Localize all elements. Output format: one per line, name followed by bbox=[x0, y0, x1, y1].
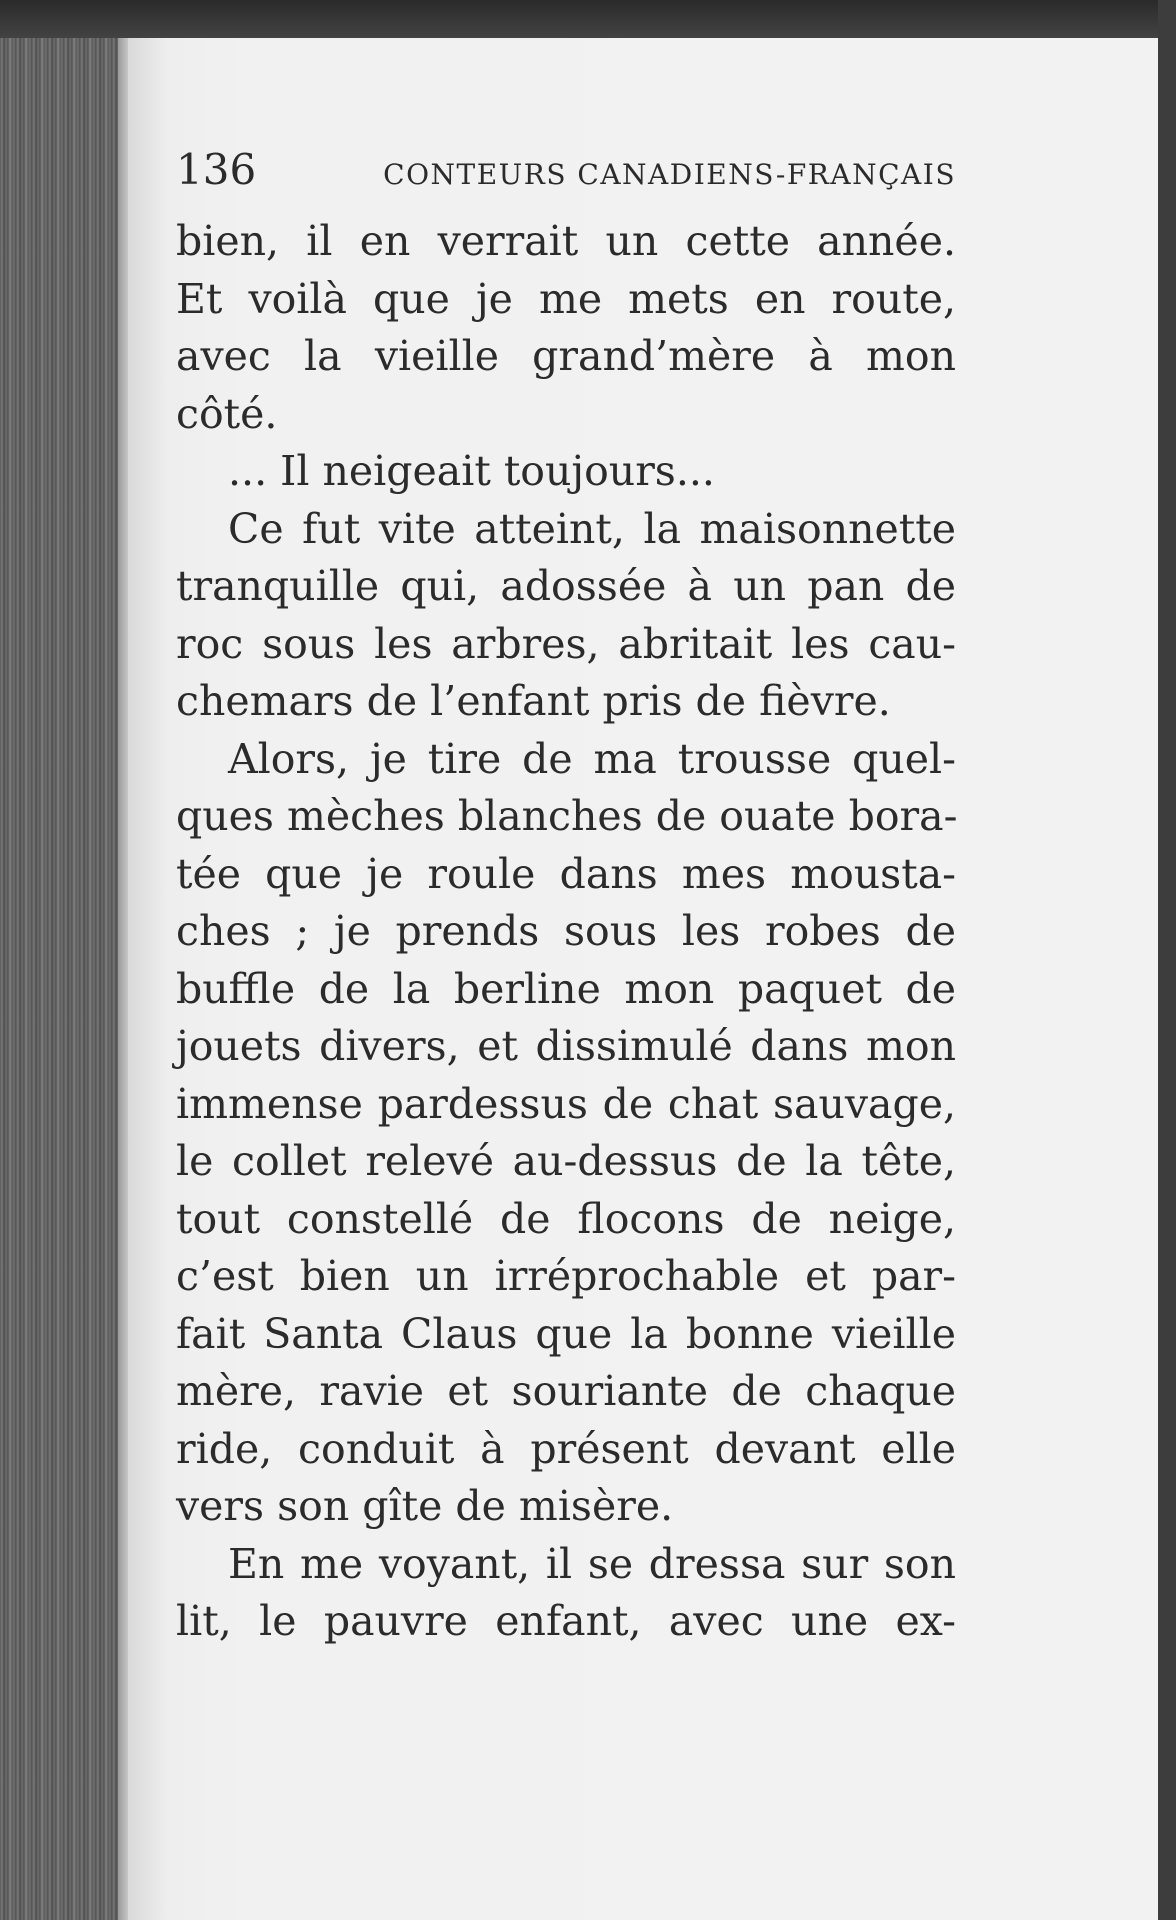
running-title: CONTEURS CANADIENS-FRANÇAIS bbox=[383, 158, 956, 191]
text-line: Ce fut vite atteint, la maisonnette bbox=[228, 504, 956, 553]
page-block-edge bbox=[0, 38, 130, 1920]
right-shadow bbox=[1158, 0, 1176, 1920]
text-line: En me voyant, il se dressa sur son bbox=[228, 1539, 956, 1588]
text-line: tout constellé de flocons de neige, bbox=[176, 1194, 956, 1243]
text-line: immense pardessus de chat sauvage, bbox=[176, 1079, 956, 1128]
page-text bbox=[176, 140, 956, 1651]
text-line: ques mèches blanches de ouate bora- bbox=[176, 792, 958, 840]
text-line: c’est bien un irréprochable et par- bbox=[176, 1252, 956, 1300]
text-line: tée que je roule dans mes mousta- bbox=[176, 849, 956, 898]
text-line: chemars de l’enfant pris de fièvre. bbox=[176, 677, 891, 725]
body-text bbox=[176, 213, 956, 1651]
text-line: jouets divers, et dissimulé dans mon bbox=[176, 1022, 956, 1070]
text-line: ride, conduit à présent devant elle bbox=[176, 1424, 956, 1473]
text-line: ... Il neigeait toujours... bbox=[228, 447, 715, 495]
text-line: côté. bbox=[176, 389, 278, 438]
text-line: Et voilà que je me mets en route, bbox=[176, 274, 956, 323]
top-shadow bbox=[0, 0, 1176, 40]
text-line: lit, le pauvre enfant, avec une ex- bbox=[176, 1597, 956, 1645]
text-line: avec la vieille grand’mère à mon bbox=[176, 332, 956, 380]
text-line: ches ; je prends sous les robes de bbox=[176, 907, 956, 955]
text-line: buffle de la berline mon paquet de bbox=[176, 964, 956, 1013]
text-line: vers son gîte de misère. bbox=[176, 1482, 674, 1530]
text-line: Alors, je tire de ma trousse quel- bbox=[228, 734, 956, 783]
text-line: le collet relevé au-dessus de la tête, bbox=[176, 1137, 956, 1185]
text-line: tranquille qui, adossée à un pan de bbox=[176, 562, 956, 610]
text-line: fait Santa Claus que la bonne vieille bbox=[176, 1309, 956, 1358]
text-line: roc sous les arbres, abritait les cau- bbox=[176, 619, 956, 668]
page-number: 136 bbox=[176, 145, 257, 194]
text-line: bien, il en verrait un cette année. bbox=[176, 217, 956, 265]
text-line: mère, ravie et souriante de chaque bbox=[176, 1367, 956, 1415]
running-head bbox=[176, 140, 956, 205]
